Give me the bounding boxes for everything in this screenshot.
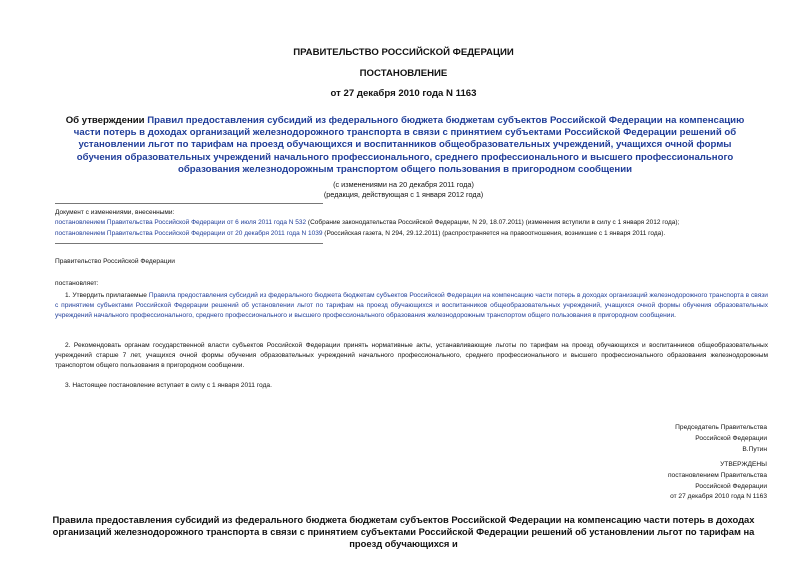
title-prefix: Об утверждении (65, 115, 148, 126)
issuing-body: Правительство Российской Федерации (55, 258, 175, 265)
rules-title: Правила предоставления субсидий из федерального бюджета бюджетам субъектов Российской Федерации на компенсацию части потерь в доходах организаций железнодорожного транспорта в связи с принятием субъектами Российской Федерации решений об установлении льгот по тарифам на проезд обучающихся и (52, 514, 755, 549)
signature-organization: Российской Федерации (695, 434, 767, 442)
changes-item-1 (55, 218, 679, 229)
changes-item-1-text: (Собрание законодательства Российской Федерации, N 29, 18.07.2011) (изменения вступили в силу с 1 января 2012 года); (306, 219, 680, 226)
decree-date: от 27 декабря 2010 года N 1163 (330, 88, 477, 99)
resolves-label: постановляет: (55, 280, 99, 287)
changes-item-2 (55, 229, 665, 240)
edition-changes-note: (с изменениями на 20 декабря 2011 года) (333, 180, 474, 189)
signature-name: В.Путин (742, 445, 767, 453)
decree-532-link[interactable]: постановлением Правительства Российской Федерации от 6 июля 2011 года N 532 (55, 219, 307, 226)
rules-link[interactable]: Правила предоставления субсидий из федерального бюджета бюджетам субъектов Российской Федерации на компенсацию части потерь в доходах организаций железнодорожного транспорта в связи с принятием субъектами Российской Федерации решений об установлении льгот по тарифам на проезд обучающихся и воспитанников общеобразовательных учреждений, учащихся очной формы обучения образовательных учреждений начального профессионального, среднего профессионального и высшего профессионального образования железнодорожным транспортом общего пользования в пригородном сообщении (55, 292, 768, 319)
decree-1039-link[interactable]: постановлением Правительства Российской Федерации от 20 декабря 2011 года N 1039 (55, 230, 323, 237)
approval-date: от 27 декабря 2010 года N 1163 (670, 493, 767, 501)
changes-heading: Документ с изменениями, внесенными: (55, 209, 175, 216)
government-title: ПРАВИТЕЛЬСТВО РОССИЙСКОЙ ФЕДЕРАЦИИ (293, 47, 514, 58)
paragraph-3: 3. Настоящее постановление вступает в силу с 1 января 2011 года. (65, 382, 272, 389)
paragraph-1-prefix: 1. Утвердить прилагаемые (65, 292, 149, 299)
paragraph-1-suffix: . (674, 311, 676, 319)
changes-bottom-divider (55, 243, 323, 244)
approval-heading: УТВЕРЖДЕНЫ (720, 461, 767, 468)
signature-position: Председатель Правительства (675, 424, 767, 431)
approval-organization: Российской Федерации (695, 482, 767, 490)
approval-by: постановлением Правительства (667, 471, 767, 479)
title-rules-link[interactable]: Правил предоставления субсидий из федерального бюджета бюджетам субъектов Российской Федерации на компенсацию части потерь в доходах организаций железнодорожного транспорта в связи с принятием субъектами Российской Федерации решений об установлении льгот по тарифам на проезд обучающихся и воспитанников общеобразовательных учреждений, учащихся очной формы обучения образовательных учреждений начального профессионального, среднего профессионального и высшего профессионального образования железнодорожным транспортом общего пользования в пригородном сообщении (73, 115, 745, 175)
decree-type: ПОСТАНОВЛЕНИЕ (359, 68, 448, 79)
paragraph-1 (55, 291, 768, 321)
signature-block (675, 423, 767, 455)
document-title (55, 115, 755, 176)
approval-block (668, 460, 767, 503)
changes-top-divider (55, 203, 323, 204)
edition-current-note: (редакция, действующая с 1 января 2012 года) (323, 190, 484, 199)
changes-item-2-text: (Российская газета, N 294, 29.12.2011) (распространяется на правоотношения, возникшие с 1 января 2011 года). (322, 230, 666, 237)
paragraph-2: 2. Рекомендовать органам государственной власти субъектов Российской Федерации принять нормативные акты, устанавливающие льготы по тарифам на проезд обучающихся и воспитанников общеобразовательных учреждений старше 7 лет, учащихся очной формы обучения образовательных учреждений начального профессионального, среднего профессионального и высшего профессионального образования железнодорожным транспортом общего пользования в пригородном сообщении. (55, 342, 768, 369)
